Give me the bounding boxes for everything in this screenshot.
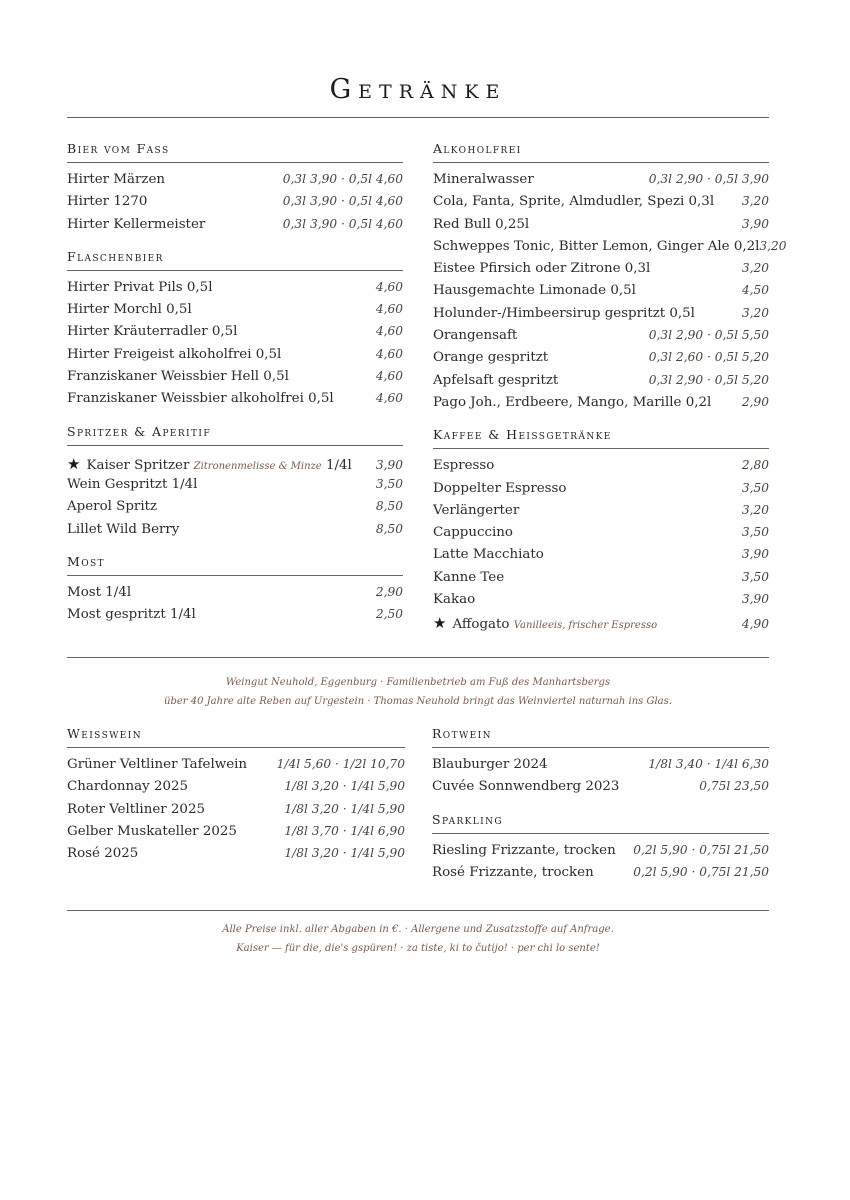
item-price: 3,50 <box>375 476 403 491</box>
item-name-group <box>433 194 714 209</box>
item-name-group <box>433 481 566 496</box>
item-price: 1/8l 3,20 · 1/4l 5,90 <box>284 846 405 861</box>
item-name-group <box>433 172 534 187</box>
item-name: Orange gespritzt <box>433 350 549 366</box>
menu-item <box>433 547 769 569</box>
item-price: 3,50 <box>741 569 769 584</box>
page-title: Getränke <box>329 74 507 105</box>
menu-item <box>433 283 769 305</box>
item-name: Verlängerter <box>433 502 520 518</box>
menu-item <box>433 503 769 525</box>
menu-item <box>67 802 405 824</box>
item-name-group <box>432 757 548 772</box>
menu-item <box>433 328 769 350</box>
item-name-group <box>67 477 197 492</box>
item-name: Most 1/4l <box>67 584 132 600</box>
item-name: Grüner Veltliner Tafelwein <box>67 757 248 772</box>
item-price: 2,90 <box>375 584 403 599</box>
item-name: Gelber Muskateller 2025 <box>67 823 237 839</box>
item-name-group <box>67 607 196 622</box>
item-name: Rosé Frizzante, trocken <box>432 864 594 880</box>
item-price: 3,20 <box>759 238 787 253</box>
item-name-group <box>433 570 504 585</box>
section-divider <box>67 657 769 658</box>
menu-item <box>67 347 403 369</box>
item-name-group <box>433 306 695 321</box>
item-name-group <box>67 585 131 600</box>
section-gap <box>432 802 769 812</box>
menu-item <box>67 607 403 629</box>
item-name: Hirter 1270 <box>67 194 148 210</box>
item-name: Hirter Märzen <box>67 172 166 187</box>
item-name-group <box>432 865 594 880</box>
footer-line-2: Kaiser — für die, die's gspüren! · za tiste, ki to čutijo! · per chi lo sente! <box>236 943 600 954</box>
item-name-group <box>67 846 138 861</box>
item-price: 1/8l 3,40 · 1/4l 6,30 <box>648 757 769 771</box>
item-name-group <box>67 194 147 209</box>
item-name-group <box>432 843 616 858</box>
item-name-group <box>433 239 759 254</box>
section-heading: Most <box>67 554 403 576</box>
item-price: 4,50 <box>741 283 769 298</box>
section-gap <box>433 417 769 427</box>
item-price: 3,90 <box>741 216 769 231</box>
menu-item <box>433 238 787 261</box>
winery-line-2: über 40 Jahre alte Reben auf Urgestein · Thomas Neuhold bringt das Weinviertel naturnah ins Glas. <box>164 696 672 707</box>
menu-item <box>67 585 403 607</box>
menu-item <box>433 217 769 239</box>
item-name: Kanne Tee <box>433 569 505 585</box>
item-price: 0,2l 5,90 · 0,75l 21,50 <box>633 842 769 857</box>
item-price: 1/8l 3,70 · 1/4l 6,90 <box>284 823 405 838</box>
section-gap <box>67 544 403 554</box>
item-price: 2,90 <box>741 394 769 409</box>
item-name-group <box>433 547 544 562</box>
item-name: Hirter Morchl 0,5l <box>67 302 192 318</box>
item-name: Roter Veltliner 2025 <box>67 801 205 817</box>
item-price: 4,60 <box>375 302 403 317</box>
item-name: Lillet Wild Berry <box>67 521 180 537</box>
menu-item <box>67 477 403 499</box>
item-name-group <box>67 824 237 839</box>
item-name-group <box>67 172 165 187</box>
item-name-group <box>67 455 352 473</box>
item-name: Blauburger 2024 <box>432 757 548 772</box>
menu-item <box>67 217 403 239</box>
item-price: 3,90 <box>741 547 769 562</box>
footer-note <box>67 920 769 958</box>
item-name: Pago Joh., Erdbeere, Mango, Marille 0,2l <box>433 394 712 410</box>
item-name: Chardonnay 2025 <box>67 779 189 795</box>
item-name-group <box>433 525 513 540</box>
item-price: 0,3l 3,90 · 0,5l 4,60 <box>282 216 403 231</box>
footer-divider <box>67 910 769 911</box>
item-price: 2,80 <box>741 458 769 473</box>
menu-item <box>432 843 769 865</box>
winery-note <box>67 673 769 711</box>
menu-item <box>433 172 769 194</box>
item-name: Apfelsaft gespritzt <box>433 372 559 388</box>
section-heading: Kaffee & Heissgetränke <box>433 427 769 449</box>
menu-item <box>67 280 403 302</box>
item-name: Most gespritzt 1/4l <box>67 607 196 623</box>
item-price: 0,2l 5,90 · 0,75l 21,50 <box>633 864 769 879</box>
item-name: Red Bull 0,25l <box>433 216 530 232</box>
item-price: 3,20 <box>741 502 769 517</box>
item-price: 4,60 <box>375 369 403 384</box>
item-name-group <box>433 217 529 232</box>
item-name-group <box>433 458 494 473</box>
item-price: 0,3l 2,90 · 0,5l 3,90 <box>648 172 769 186</box>
item-name: Wein Gespritzt 1/4l <box>67 476 198 492</box>
item-name-group <box>433 283 636 298</box>
section-heading: Bier vom Fass <box>67 141 403 163</box>
menu-item <box>433 614 769 636</box>
menu-item <box>67 302 403 324</box>
item-name-group <box>433 350 548 365</box>
item-price: 3,50 <box>741 480 769 495</box>
menu-item <box>432 865 769 887</box>
item-price: 0,3l 2,90 · 0,5l 5,50 <box>648 328 769 343</box>
menu-item <box>67 499 403 521</box>
item-name: Kaiser Spritzer <box>86 457 190 473</box>
item-price: 3,20 <box>741 305 769 320</box>
right-column-bottom <box>432 726 769 887</box>
menu-item <box>432 757 769 779</box>
item-price: 0,75l 23,50 <box>699 779 769 794</box>
item-name-group <box>433 373 558 388</box>
menu-item <box>433 395 769 417</box>
item-name-group <box>433 592 475 607</box>
item-name-group <box>67 324 237 339</box>
item-name-group <box>67 391 334 406</box>
item-name: Orangensaft <box>433 328 518 344</box>
section-heading: Weisswein <box>67 726 405 748</box>
item-name: Hirter Kräuterradler 0,5l <box>67 324 238 340</box>
item-name: Hirter Kellermeister <box>67 216 206 232</box>
item-name: Cuvée Sonnwendberg 2023 <box>432 779 620 795</box>
item-price: 3,50 <box>741 525 769 540</box>
item-price: 8,50 <box>375 499 403 514</box>
menu-item <box>433 350 769 372</box>
menu-item <box>433 592 769 614</box>
winery-line-1: Weingut Neuhold, Eggenburg · Familienbetrieb am Fuß des Manhartsbergs <box>225 677 611 688</box>
item-name: Doppelter Espresso <box>433 480 567 496</box>
item-price: 4,60 <box>375 324 403 339</box>
item-name-group <box>67 802 205 817</box>
left-column-top <box>67 141 403 629</box>
item-name: Latte Macchiato <box>433 547 544 563</box>
item-name: Riesling Frizzante, trocken <box>432 842 616 858</box>
item-price: 1/4l 5,60 · 1/2l 10,70 <box>276 757 405 771</box>
menu-item <box>433 481 769 503</box>
menu-item <box>433 458 769 480</box>
item-price: 4,60 <box>375 346 403 361</box>
menu-item <box>432 779 769 801</box>
star-icon: ★ <box>67 454 81 473</box>
menu-item <box>67 391 403 413</box>
item-price: 3,20 <box>741 194 769 209</box>
item-name-group <box>67 302 192 317</box>
item-name-group <box>67 522 179 537</box>
item-price: 8,50 <box>375 521 403 536</box>
item-name: Franziskaner Weissbier Hell 0,5l <box>67 369 289 385</box>
title-divider <box>67 117 769 118</box>
item-name: Holunder-/Himbeersirup gespritzt 0,5l <box>433 305 695 321</box>
menu-item <box>67 369 403 391</box>
item-name-group <box>433 503 519 518</box>
item-note: Vanilleeis, frischer Espresso <box>513 620 658 632</box>
item-name-group <box>433 395 711 410</box>
menu-item <box>67 757 405 779</box>
item-name: Affogato <box>452 617 510 633</box>
item-name-group <box>433 614 657 632</box>
item-note: Zitronenmelisse & Minze <box>193 460 322 472</box>
menu-item <box>67 455 403 477</box>
section-heading: Sparkling <box>432 812 769 834</box>
item-name-group <box>67 347 281 362</box>
menu-item <box>433 373 769 395</box>
item-name-group <box>67 369 289 384</box>
item-name: Schweppes Tonic, Bitter Lemon, Ginger Ale 0,2l <box>433 238 760 254</box>
item-price: 0,3l 3,90 · 0,5l 4,60 <box>282 172 403 186</box>
section-gap <box>67 239 403 249</box>
star-icon: ★ <box>433 614 447 633</box>
section-gap <box>67 414 403 424</box>
menu-item <box>67 824 405 846</box>
section-heading: Alkoholfrei <box>433 141 769 163</box>
item-name-group <box>67 779 188 794</box>
item-name: Mineralwasser <box>433 172 534 187</box>
menu-item <box>67 846 405 868</box>
item-name-group <box>67 499 157 514</box>
item-name: Aperol Spritz <box>67 499 158 515</box>
item-name-group <box>67 217 205 232</box>
item-price: 0,3l 2,90 · 0,5l 5,20 <box>648 372 769 387</box>
item-price: 4,60 <box>375 279 403 294</box>
left-column-bottom <box>67 726 405 868</box>
footer-line-1: Alle Preise inkl. aller Abgaben in €. · Allergene und Zusatzstoffe auf Anfrage. <box>222 924 614 935</box>
item-price: 3,90 <box>741 592 769 607</box>
item-price: 0,3l 3,90 · 0,5l 4,60 <box>282 194 403 209</box>
item-name-group <box>433 261 650 276</box>
menu-item <box>67 194 403 216</box>
item-name: Eistee Pfirsich oder Zitrone 0,3l <box>433 261 651 277</box>
item-name-group <box>67 757 247 772</box>
item-price: 3,20 <box>741 261 769 276</box>
right-column-top <box>433 141 787 637</box>
item-name: Cola, Fanta, Sprite, Almdudler, Spezi 0,3l <box>433 194 715 210</box>
item-name: Kakao <box>433 592 476 608</box>
menu-item <box>67 522 403 544</box>
item-name: Rosé 2025 <box>67 846 139 862</box>
section-heading: Flaschenbier <box>67 249 403 271</box>
item-name-group <box>67 280 213 295</box>
item-size: 1/4l <box>325 457 352 473</box>
item-name: Hirter Freigeist alkoholfrei 0,5l <box>67 346 282 362</box>
item-price: 1/8l 3,20 · 1/4l 5,90 <box>284 801 405 816</box>
item-name: Espresso <box>433 458 495 474</box>
item-price: 4,60 <box>375 391 403 406</box>
item-price: 3,90 <box>375 457 403 472</box>
menu-item <box>67 324 403 346</box>
section-heading: Spritzer & Aperitif <box>67 424 403 446</box>
menu-item <box>433 306 769 328</box>
menu-item <box>433 194 769 216</box>
item-price: 0,3l 2,60 · 0,5l 5,20 <box>648 350 769 365</box>
menu-item <box>67 779 405 801</box>
menu-item <box>433 261 769 283</box>
item-price: 2,50 <box>375 607 403 622</box>
item-name: Hausgemachte Limonade 0,5l <box>433 283 636 299</box>
item-price: 1/8l 3,20 · 1/4l 5,90 <box>284 779 405 794</box>
menu-item <box>433 570 769 592</box>
item-price: 4,90 <box>741 617 769 632</box>
section-heading: Rotwein <box>432 726 769 748</box>
item-name-group <box>432 779 619 794</box>
item-name: Franziskaner Weissbier alkoholfrei 0,5l <box>67 391 334 407</box>
item-name: Hirter Privat Pils 0,5l <box>67 279 213 295</box>
item-name: Cappuccino <box>433 525 513 541</box>
item-name-group <box>433 328 517 343</box>
menu-item <box>67 172 403 194</box>
menu-item <box>433 525 769 547</box>
